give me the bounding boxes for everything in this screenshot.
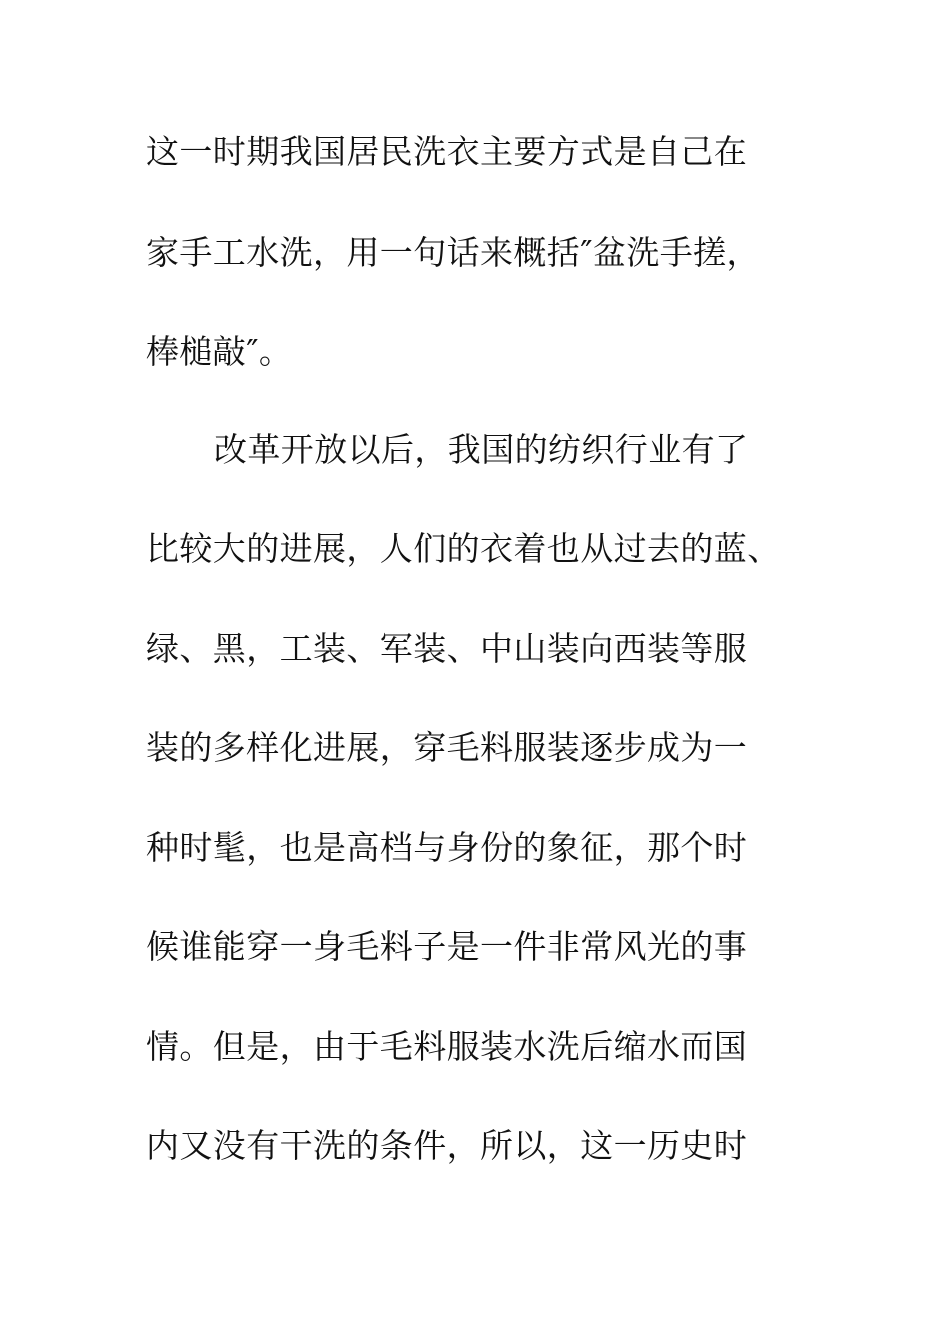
text-line: 比较大的进展，人们的衣着也从过去的蓝、	[146, 529, 781, 568]
text-line: 这一时期我国居民洗衣主要方式是自己在	[146, 132, 748, 171]
paragraph-first-line: 改革开放以后，我国的纺织行业有了	[214, 430, 749, 469]
text-line: 候谁能穿一身毛料子是一件非常风光的事	[146, 927, 748, 966]
text-line: 绿、黑，工装、军装、中山装向西装等服	[146, 629, 748, 668]
text-line: 棒槌敲″。	[146, 332, 293, 371]
text-line: 内又没有干洗的条件，所以，这一历史时	[146, 1126, 748, 1165]
text-line: 情。但是，由于毛料服装水洗后缩水而国	[146, 1027, 748, 1066]
text-line: 装的多样化进展，穿毛料服装逐步成为一	[146, 728, 748, 767]
text-line: 种时髦，也是高档与身份的象征，那个时	[146, 828, 748, 867]
text-line: 家手工水洗，用一句话来概括″盆洗手搓，	[146, 233, 760, 272]
